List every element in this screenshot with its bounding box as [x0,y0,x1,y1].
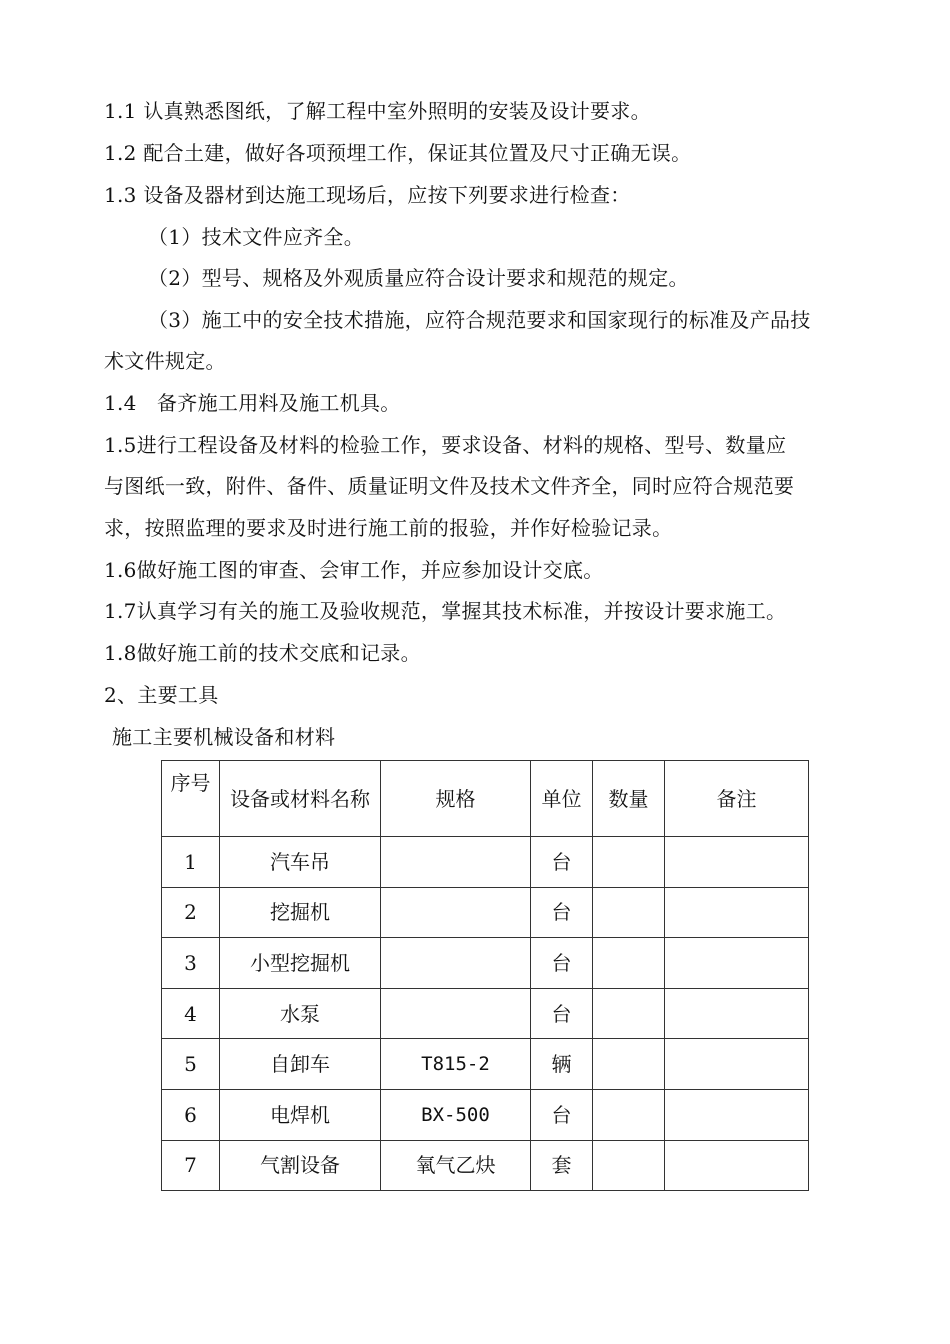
cell-unit: 辆 [531,1039,593,1090]
cell-spec [381,938,531,989]
cell-name: 小型挖掘机 [220,938,381,989]
list-item-3-line-1: （3）施工中的安全技术措施，应符合规范要求和国家现行的标准及产品技 [148,308,811,332]
paragraph-1-4: 1.4 备齐施工用料及施工机具。 [104,391,401,415]
cell-spec: BX-500 [381,1089,531,1140]
paragraph-1-1: 1.1 认真熟悉图纸，了解工程中室外照明的安装及设计要求。 [104,99,651,123]
cell-index: 2 [162,887,220,938]
cell-remarks [665,1140,809,1191]
cell-spec [381,988,531,1039]
cell-spec [381,887,531,938]
header-name: 设备或材料名称 [220,761,381,837]
cell-name: 电焊机 [220,1089,381,1140]
list-item-2: （2）型号、规格及外观质量应符合设计要求和规范的规定。 [148,266,689,290]
paragraph-1-2: 1.2 配合土建，做好各项预埋工作，保证其位置及尺寸正确无误。 [104,141,692,165]
cell-unit: 台 [531,988,593,1039]
cell-unit: 台 [531,887,593,938]
cell-remarks [665,988,809,1039]
cell-name: 气割设备 [220,1140,381,1191]
paragraph-1-5-line-3: 求，按照监理的要求及时进行施工前的报验，并作好检验记录。 [104,516,673,540]
cell-remarks [665,887,809,938]
cell-quantity [593,1140,665,1191]
paragraph-1-5-line-2: 与图纸一致，附件、备件、质量证明文件及技术文件齐全，同时应符合规范要 [104,474,795,498]
cell-unit: 台 [531,837,593,888]
table-caption: 施工主要机械设备和材料 [112,725,336,749]
cell-name: 挖掘机 [220,887,381,938]
header-spec: 规格 [381,761,531,837]
table-row [162,887,809,938]
header-quantity: 数量 [593,761,665,837]
cell-index: 5 [162,1039,220,1090]
cell-remarks [665,1039,809,1090]
header-remarks: 备注 [665,761,809,837]
header-unit: 单位 [531,761,593,837]
cell-unit: 台 [531,938,593,989]
cell-spec: T815-2 [381,1039,531,1090]
cell-name: 水泵 [220,988,381,1039]
table-row [162,1140,809,1191]
cell-quantity [593,837,665,888]
table-row [162,1039,809,1090]
cell-remarks [665,837,809,888]
header-index: 序号 [162,761,220,837]
cell-spec: 氧气乙炔 [381,1140,531,1191]
cell-quantity [593,1089,665,1140]
table-row [162,1089,809,1140]
cell-index: 4 [162,988,220,1039]
paragraph-1-5-line-1: 1.5进行工程设备及材料的检验工作，要求设备、材料的规格、型号、数量应 [104,433,787,457]
cell-name: 自卸车 [220,1039,381,1090]
list-item-1: （1）技术文件应齐全。 [148,225,365,249]
paragraph-1-7: 1.7认真学习有关的施工及验收规范，掌握其技术标准，并按设计要求施工。 [104,599,787,623]
cell-unit: 套 [531,1140,593,1191]
cell-spec [381,837,531,888]
table-header-row [162,761,809,837]
cell-remarks [665,1089,809,1140]
cell-index: 7 [162,1140,220,1191]
cell-index: 1 [162,837,220,888]
list-item-3-line-2: 术文件规定。 [104,349,226,373]
table-row [162,988,809,1039]
cell-quantity [593,988,665,1039]
paragraph-1-6: 1.6做好施工图的审查、会审工作，并应参加设计交底。 [104,558,604,582]
section-heading: 2、主要工具 [104,683,219,707]
cell-unit: 台 [531,1089,593,1140]
cell-index: 6 [162,1089,220,1140]
equipment-table [161,760,809,1191]
paragraph-1-8: 1.8做好施工前的技术交底和记录。 [104,641,421,665]
table-row [162,938,809,989]
cell-quantity [593,938,665,989]
cell-quantity [593,887,665,938]
cell-index: 3 [162,938,220,989]
cell-quantity [593,1039,665,1090]
cell-remarks [665,938,809,989]
cell-name: 汽车吊 [220,837,381,888]
table-row [162,837,809,888]
paragraph-1-3: 1.3 设备及器材到达施工现场后，应按下列要求进行检查： [104,183,631,207]
